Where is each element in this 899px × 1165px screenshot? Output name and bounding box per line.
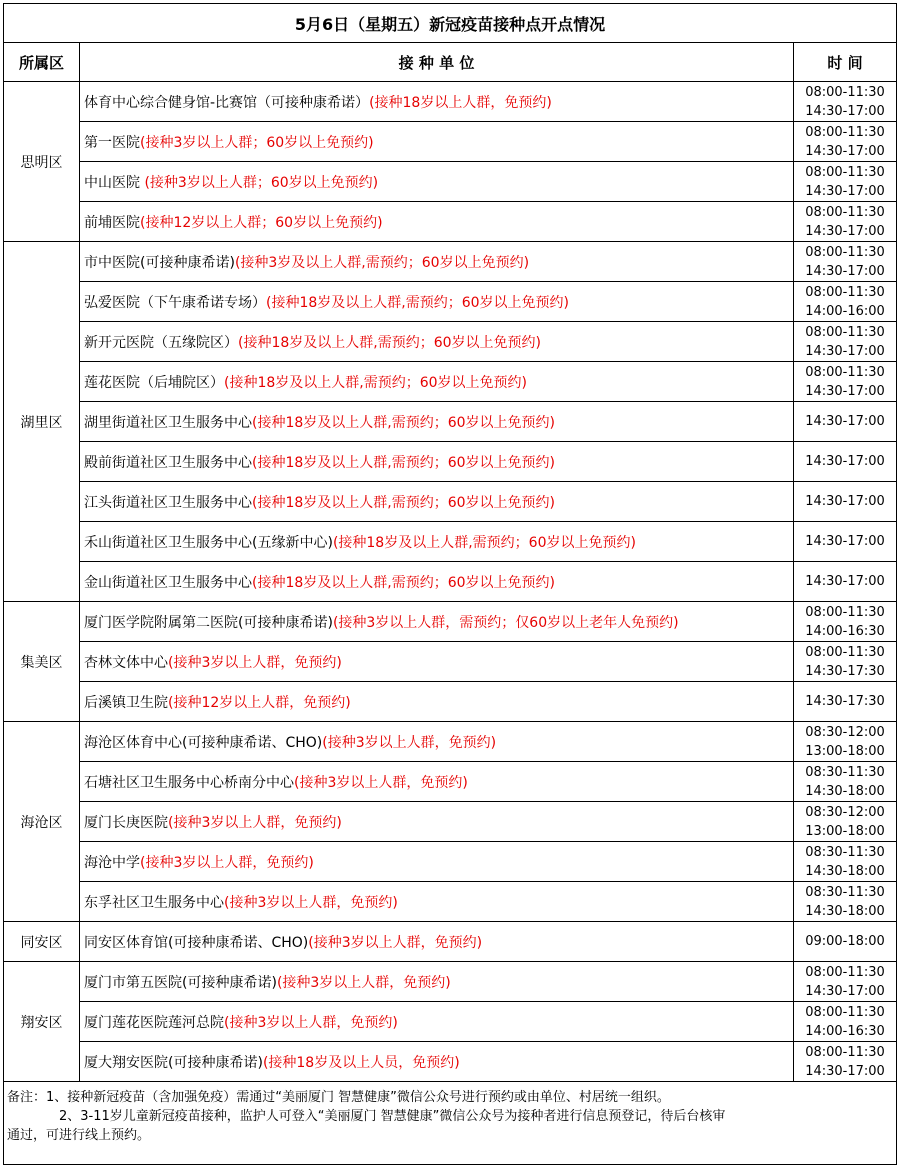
header-row <box>4 43 897 82</box>
table-row <box>4 882 897 922</box>
unit-cell <box>80 962 794 1002</box>
time-slot: 14:30-17:00 <box>805 1063 885 1079</box>
unit-name: 厦门莲花医院莲河总院 <box>84 1014 224 1031</box>
time-cell <box>794 442 897 482</box>
table-row <box>4 642 897 682</box>
unit-note: (接种18岁及以上人群,需预约；60岁以上免预约) <box>252 574 556 591</box>
unit-name: 市中医院(可接种康希诺) <box>84 254 235 271</box>
unit-name: 石塘社区卫生服务中心桥南分中心 <box>84 774 294 791</box>
notes-cell <box>4 1082 897 1165</box>
unit-note: (接种3岁以上人群，免预约) <box>224 894 398 911</box>
unit-name: 同安区体育馆(可接种康希诺、CHO) <box>84 934 309 951</box>
notes-body <box>4 1082 897 1165</box>
unit-name: 禾山街道社区卫生服务中心(五缘新中心) <box>84 534 333 551</box>
time-cell <box>794 402 897 442</box>
unit-cell <box>80 762 794 802</box>
time-slot: 14:30-17:00 <box>805 574 885 589</box>
district-cell: 海沧区 <box>4 722 80 922</box>
unit-cell <box>80 362 794 402</box>
time-cell <box>794 522 897 562</box>
table-row <box>4 682 897 722</box>
table-row <box>4 162 897 202</box>
time-cell <box>794 202 897 242</box>
note-line-3: 通过，可进行线上预约。 <box>7 1128 151 1143</box>
district-cell: 集美区 <box>4 602 80 722</box>
time-slot: 08:30-11:30 <box>805 884 885 900</box>
time-slot: 08:00-11:30 <box>805 364 885 380</box>
time-slot: 14:00-16:30 <box>805 623 885 639</box>
time-cell <box>794 642 897 682</box>
unit-name: 后溪镇卫生院 <box>84 694 168 711</box>
time-slot: 14:30-18:00 <box>805 783 885 799</box>
unit-cell <box>80 442 794 482</box>
unit-note: (接种18岁以上人群，免预约) <box>369 94 552 111</box>
table-row <box>4 402 897 442</box>
title-row <box>4 4 897 43</box>
unit-name: 江头街道社区卫生服务中心 <box>84 494 252 511</box>
note-line-1: 备注：1、接种新冠疫苗（含加强免疫）需通过“美丽厦门 智慧健康”微信公众号进行预约或由单位、村居统一组织。 <box>7 1090 670 1105</box>
unit-cell <box>80 682 794 722</box>
time-slot: 13:00-18:00 <box>805 823 885 839</box>
unit-cell <box>80 522 794 562</box>
unit-name: 海沧中学 <box>84 854 140 871</box>
time-slot: 14:30-17:00 <box>805 534 885 549</box>
unit-note: (接种3岁以上人群；60岁以上免预约) <box>140 134 374 151</box>
unit-cell <box>80 122 794 162</box>
time-slot: 14:30-17:00 <box>805 383 885 399</box>
time-slot: 14:30-17:00 <box>805 414 885 429</box>
unit-cell <box>80 82 794 122</box>
unit-cell <box>80 1042 794 1082</box>
time-slot: 14:30-17:30 <box>805 694 885 709</box>
time-cell <box>794 602 897 642</box>
time-cell <box>794 362 897 402</box>
time-slot: 14:30-17:00 <box>805 263 885 279</box>
district-cell: 翔安区 <box>4 962 80 1082</box>
unit-name: 杏林文体中心 <box>84 654 168 671</box>
time-cell <box>794 242 897 282</box>
unit-cell <box>80 802 794 842</box>
table-row <box>4 762 897 802</box>
time-slot: 08:00-11:30 <box>805 124 885 140</box>
time-slot: 14:00-16:30 <box>805 1023 885 1039</box>
time-cell <box>794 122 897 162</box>
unit-note: (接种3岁以上人群，免预约) <box>140 854 314 871</box>
unit-name: 第一医院 <box>84 134 140 151</box>
unit-cell <box>80 922 794 962</box>
unit-name: 湖里街道社区卫生服务中心 <box>84 414 252 431</box>
unit-note: (接种18岁及以上人群,需预约；60岁以上免预约) <box>224 374 528 391</box>
table-row <box>4 562 897 602</box>
unit-cell <box>80 402 794 442</box>
time-slot: 14:30-17:00 <box>805 983 885 999</box>
table-row <box>4 962 897 1002</box>
time-slot: 08:00-11:30 <box>805 244 885 260</box>
district-cell: 同安区 <box>4 922 80 962</box>
time-cell <box>794 282 897 322</box>
time-slot: 08:00-11:30 <box>805 644 885 660</box>
table-body <box>4 4 897 1082</box>
time-cell <box>794 1042 897 1082</box>
unit-cell <box>80 162 794 202</box>
time-slot: 08:00-11:30 <box>805 1004 885 1020</box>
unit-note: (接种3岁以上人群，免预约) <box>276 974 451 991</box>
note-line-2: 2、3-11岁儿童新冠疫苗接种，监护人可登入“美丽厦门 智慧健康”微信公众号为接种者进行信息预登记，待后台核审 <box>59 1109 726 1124</box>
unit-name: 体育中心综合健身馆-比赛馆（可接种康希诺） <box>84 94 370 111</box>
unit-cell <box>80 562 794 602</box>
district-cell: 湖里区 <box>4 242 80 602</box>
time-slot: 08:30-12:00 <box>805 724 885 740</box>
table-row <box>4 922 897 962</box>
time-cell <box>794 922 897 962</box>
table-row <box>4 122 897 162</box>
time-cell <box>794 562 897 602</box>
time-cell <box>794 682 897 722</box>
unit-cell <box>80 282 794 322</box>
unit-name: 中山医院 <box>84 174 145 191</box>
table-row <box>4 482 897 522</box>
unit-cell <box>80 322 794 362</box>
time-slot: 14:30-17:00 <box>805 343 885 359</box>
page-title: 5月6日（星期五）新冠疫苗接种点开点情况 <box>4 4 897 43</box>
time-slot: 14:30-18:00 <box>805 863 885 879</box>
time-slot: 13:00-18:00 <box>805 743 885 759</box>
time-slot: 14:30-17:00 <box>805 183 885 199</box>
unit-note: (接种3岁以上人群，免预约) <box>322 734 497 751</box>
table-row <box>4 842 897 882</box>
unit-note: (接种3岁以上人群，需预约；仅60岁以上老年人免预约) <box>332 614 679 631</box>
time-cell <box>794 842 897 882</box>
notes-row <box>4 1082 897 1165</box>
time-slot: 08:30-11:30 <box>805 764 885 780</box>
time-cell <box>794 722 897 762</box>
time-slot: 14:30-17:00 <box>805 223 885 239</box>
unit-note: (接种18岁及以上人群,需预约；60岁以上免预约) <box>252 494 556 511</box>
unit-cell <box>80 482 794 522</box>
time-cell <box>794 762 897 802</box>
time-cell <box>794 162 897 202</box>
table-row <box>4 202 897 242</box>
unit-name: 莲花医院（后埔院区） <box>84 374 224 391</box>
header-district: 所属区 <box>4 43 80 82</box>
unit-cell <box>80 842 794 882</box>
time-slot: 08:00-11:30 <box>805 204 885 220</box>
unit-name: 东孚社区卫生服务中心 <box>84 894 224 911</box>
table-row <box>4 362 897 402</box>
time-slot: 14:30-17:00 <box>805 103 885 119</box>
unit-note: (接种3岁以上人群，免预约) <box>224 1014 398 1031</box>
header-unit: 接 种 单 位 <box>80 43 794 82</box>
unit-name: 弘爱医院（下午康希诺专场） <box>84 294 266 311</box>
time-slot: 14:30-18:00 <box>805 903 885 919</box>
time-slot: 08:00-11:30 <box>805 964 885 980</box>
time-cell <box>794 802 897 842</box>
unit-note: (接种18岁及以上人群,需预约；60岁以上免预约) <box>266 294 570 311</box>
time-slot: 14:30-17:30 <box>805 663 885 679</box>
time-slot: 08:00-11:30 <box>805 84 885 100</box>
unit-cell <box>80 642 794 682</box>
unit-note: (接种3岁以上人群；60岁以上免预约) <box>144 174 379 191</box>
time-slot: 08:00-11:30 <box>805 324 885 340</box>
unit-name: 海沧区体育中心(可接种康希诺、CHO) <box>84 734 323 751</box>
time-slot: 14:30-17:00 <box>805 454 885 469</box>
table-row <box>4 442 897 482</box>
unit-note: (接种3岁以上人群，免预约) <box>308 934 483 951</box>
table-row <box>4 82 897 122</box>
unit-name: 新开元医院（五缘院区） <box>84 334 238 351</box>
table-row <box>4 322 897 362</box>
table-row <box>4 1042 897 1082</box>
unit-note: (接种12岁以上人群，免预约) <box>168 694 351 711</box>
time-cell <box>794 962 897 1002</box>
table-row <box>4 722 897 762</box>
time-slot: 08:00-11:30 <box>805 604 885 620</box>
unit-note: (接种3岁以上人群，免预约) <box>168 654 342 671</box>
table-row <box>4 522 897 562</box>
header-time: 时 间 <box>794 43 897 82</box>
unit-note: (接种3岁及以上人群,需预约；60岁以上免预约) <box>234 254 530 271</box>
unit-cell <box>80 242 794 282</box>
table-row <box>4 802 897 842</box>
vaccination-sites-table <box>3 3 897 1165</box>
time-slot: 08:00-11:30 <box>805 1044 885 1060</box>
unit-name: 厦门医学院附属第二医院(可接种康希诺) <box>84 614 333 631</box>
time-cell <box>794 82 897 122</box>
unit-name: 殿前街道社区卫生服务中心 <box>84 454 252 471</box>
unit-note: (接种18岁及以上人群,需预约；60岁以上免预约) <box>332 534 636 551</box>
unit-note: (接种12岁以上人群；60岁以上免预约) <box>140 214 383 231</box>
unit-cell <box>80 882 794 922</box>
district-cell: 思明区 <box>4 82 80 242</box>
time-slot: 09:00-18:00 <box>805 934 885 949</box>
unit-cell <box>80 1002 794 1042</box>
unit-cell <box>80 722 794 762</box>
unit-note: (接种18岁及以上人群,需预约；60岁以上免预约) <box>252 454 556 471</box>
unit-note: (接种18岁及以上人群,需预约；60岁以上免预约) <box>252 414 556 431</box>
table-row <box>4 282 897 322</box>
time-slot: 08:00-11:30 <box>805 164 885 180</box>
time-slot: 14:30-17:00 <box>805 494 885 509</box>
unit-name: 厦门长庚医院 <box>84 814 168 831</box>
time-cell <box>794 322 897 362</box>
table-row <box>4 602 897 642</box>
unit-note: (接种3岁以上人群，免预约) <box>294 774 468 791</box>
table-row <box>4 242 897 282</box>
unit-note: (接种18岁及以上人群,需预约；60岁以上免预约) <box>238 334 542 351</box>
time-slot: 08:30-12:00 <box>805 804 885 820</box>
unit-cell <box>80 602 794 642</box>
time-slot: 08:30-11:30 <box>805 844 885 860</box>
unit-note: (接种18岁及以上人员，免预约) <box>262 1054 460 1071</box>
time-cell <box>794 882 897 922</box>
time-slot: 14:30-17:00 <box>805 143 885 159</box>
time-slot: 14:00-16:00 <box>805 303 885 319</box>
time-cell <box>794 482 897 522</box>
unit-note: (接种3岁以上人群，免预约) <box>168 814 342 831</box>
unit-name: 厦大翔安医院(可接种康希诺) <box>84 1054 263 1071</box>
unit-name: 前埔医院 <box>84 214 140 231</box>
unit-cell <box>80 202 794 242</box>
unit-name: 厦门市第五医院(可接种康希诺) <box>84 974 277 991</box>
unit-name: 金山街道社区卫生服务中心 <box>84 574 252 591</box>
table-row <box>4 1002 897 1042</box>
time-cell <box>794 1002 897 1042</box>
time-slot: 08:00-11:30 <box>805 284 885 300</box>
